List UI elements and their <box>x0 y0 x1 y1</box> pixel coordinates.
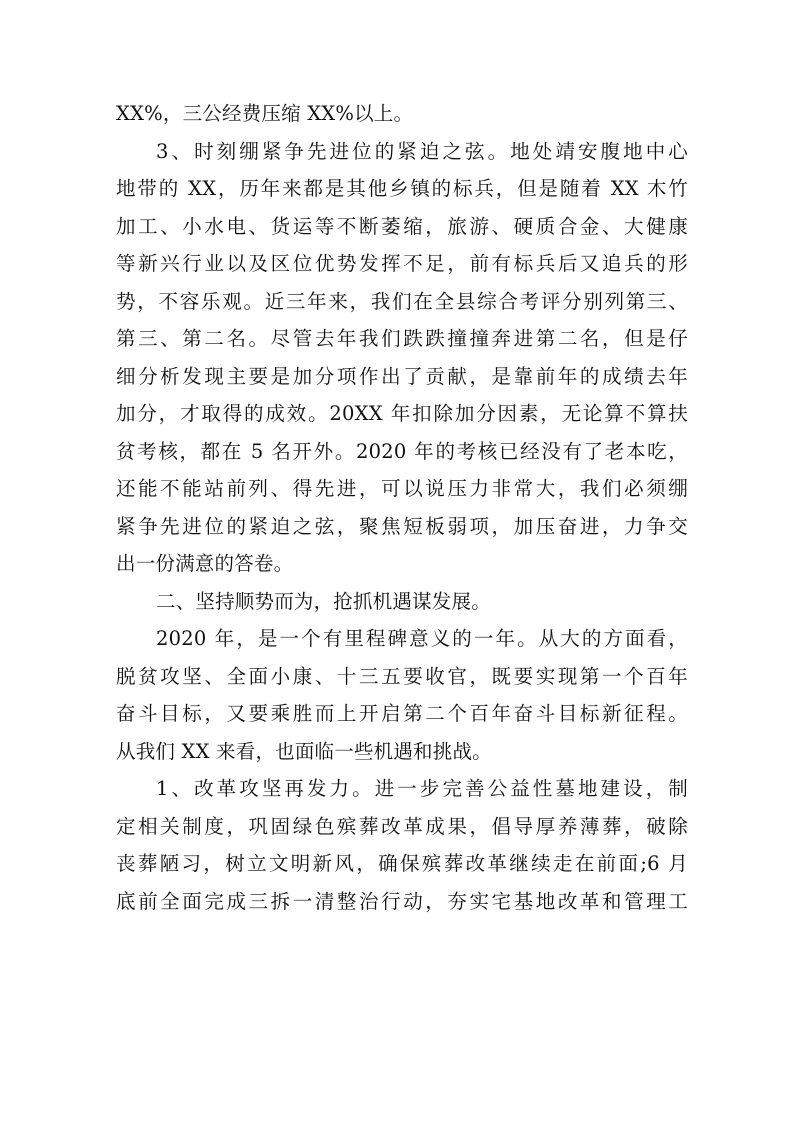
text-line: 3、时刻绷紧争先进位的紧迫之弦。地处靖安腹地中心 <box>156 139 688 163</box>
text-line: 从我们 XX 来看，也面临一些机遇和挑战。 <box>116 739 492 763</box>
text-line: 等新兴行业以及区位优势发挥不足，前有标兵后又追兵的形 <box>116 252 688 275</box>
text-line: 还能不能站前列、得先进，可以说压力非常大，我们必须绷 <box>116 477 688 500</box>
text-line: 丧葬陋习，树立文明新风，确保殡葬改革继续走在前面;6 月 <box>116 852 688 875</box>
text-line: 定相关制度，巩固绿色殡葬改革成果，倡导厚养薄葬，破除 <box>116 814 688 838</box>
text-line: 细分析发现主要是加分项作出了贡献，是靠前年的成绩去年 <box>116 364 688 388</box>
text-line: 加工、小水电、货运等不断萎缩，旅游、硬质合金、大健康 <box>116 214 688 238</box>
text-line: 第三、第二名。尽管去年我们跌跌撞撞奔进第二名，但是仔 <box>116 327 688 350</box>
text-line: 出一份满意的答卷。 <box>116 552 294 575</box>
text-line: 地带的 XX，历年来都是其他乡镇的标兵，但是随着 XX 木竹 <box>116 177 689 200</box>
document-page <box>116 95 688 920</box>
text-line: 贫考核，都在 5 名开外。2020 年的考核已经没有了老本吃， <box>116 439 688 463</box>
text-line: 加分，才取得的成效。20XX 年扣除加分因素，无论算不算扶 <box>116 402 688 425</box>
text-line: 奋斗目标，又要乘胜而上开启第二个百年奋斗目标新征程。 <box>116 702 688 725</box>
text-line: XX%，三公经费压缩 XX%以上。 <box>116 102 414 125</box>
section-heading: 二、坚持顺势而为，抢抓机遇谋发展。 <box>156 589 491 613</box>
text-line: 1、改革攻坚再发力。进一步完善公益性墓地建设，制 <box>156 777 688 800</box>
text-line: 脱贫攻坚、全面小康、十三五要收官，既要实现第一个百年 <box>116 664 688 688</box>
text-line: 底前全面完成三拆一清整治行动，夯实宅基地改革和管理工 <box>116 889 688 913</box>
text-line: 2020 年，是一个有里程碑意义的一年。从大的方面看， <box>156 627 688 650</box>
text-line: 紧争先进位的紧迫之弦，聚焦短板弱项，加压奋进，力争交 <box>116 514 688 538</box>
text-line: 势，不容乐观。近三年来，我们在全县综合考评分别列第三、 <box>116 289 688 313</box>
